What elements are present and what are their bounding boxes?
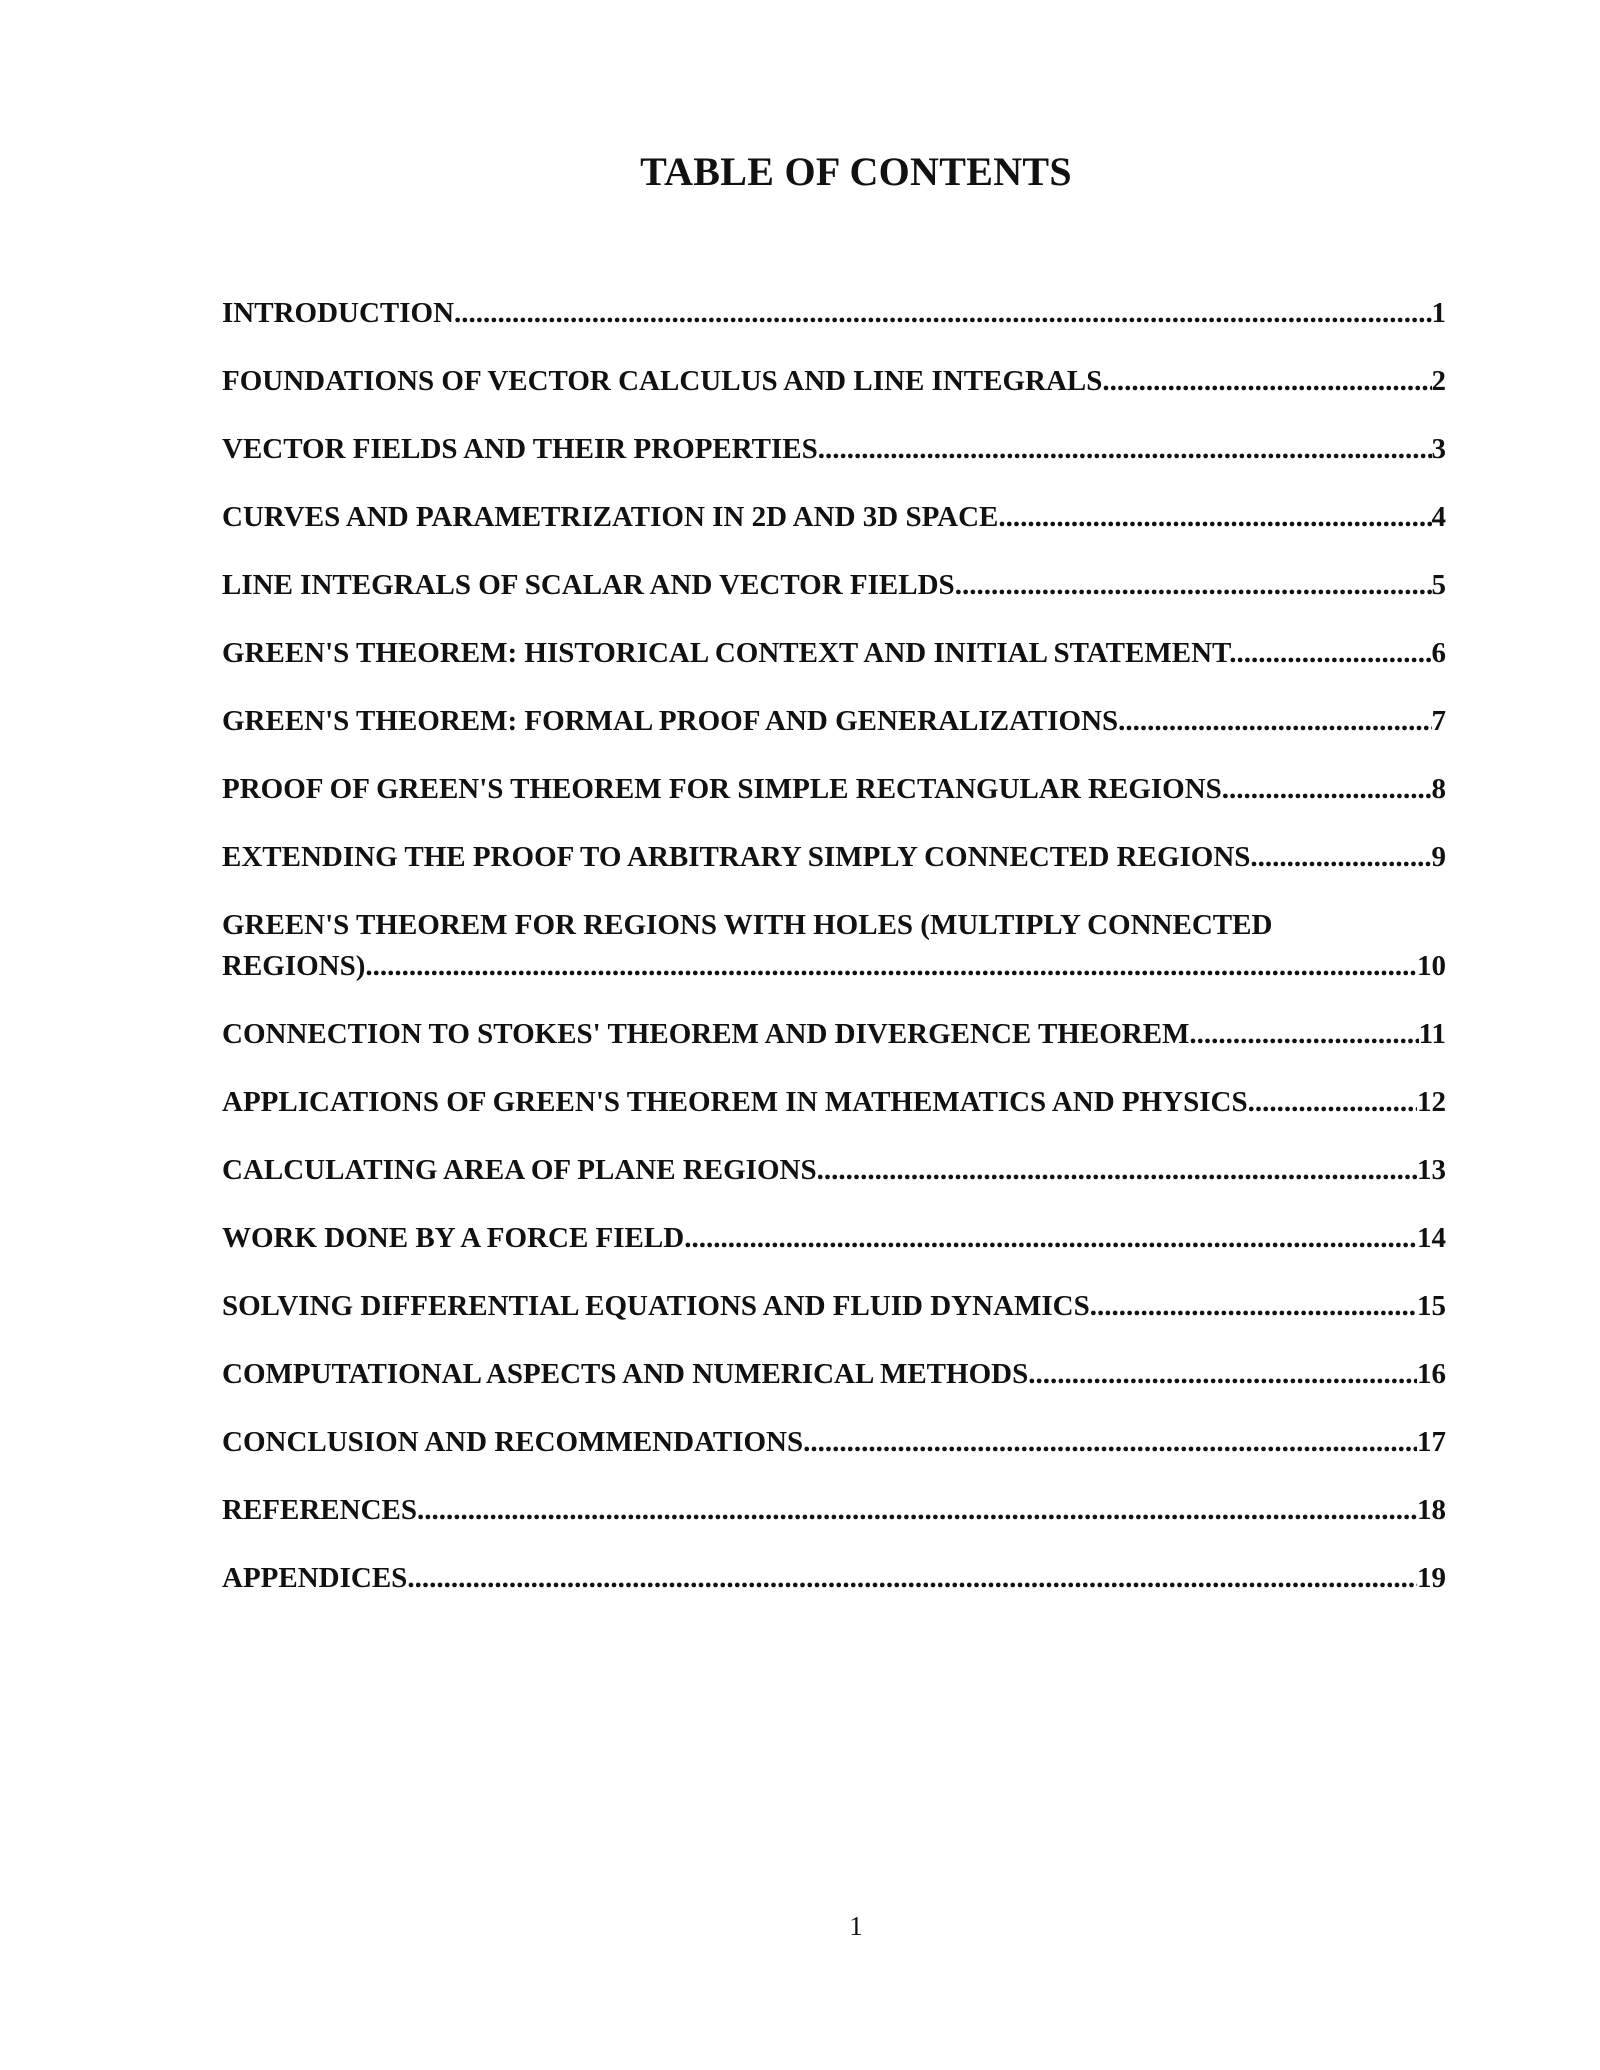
toc-entry-page: 15 bbox=[1417, 1290, 1446, 1322]
toc-entry-line-integrals[interactable] bbox=[222, 565, 1446, 606]
toc-entry-label: COMPUTATIONAL ASPECTS AND NUMERICAL METHODS bbox=[222, 1358, 1029, 1390]
toc-entry-extending-proof[interactable] bbox=[222, 837, 1446, 878]
toc-entry-page: 6 bbox=[1431, 637, 1446, 669]
toc-entry-page: 14 bbox=[1417, 1222, 1446, 1254]
toc-entry-label: CALCULATING AREA OF PLANE REGIONS bbox=[222, 1154, 817, 1186]
toc-entry-page: 12 bbox=[1417, 1086, 1446, 1118]
toc-entry-label: REFERENCES bbox=[222, 1494, 417, 1526]
toc-entry-proof-rectangular[interactable] bbox=[222, 769, 1446, 810]
toc-entry-curves[interactable] bbox=[222, 497, 1446, 538]
toc-entry-label-line1: GREEN'S THEOREM FOR REGIONS WITH HOLES (MULTIPLY CONNECTED bbox=[222, 909, 1273, 941]
toc-entry-label: SOLVING DIFFERENTIAL EQUATIONS AND FLUID DYNAMICS bbox=[222, 1290, 1090, 1322]
toc-entry-page: 9 bbox=[1431, 841, 1446, 873]
toc-entry-vector-fields[interactable] bbox=[222, 429, 1446, 470]
toc-entry-computational-aspects[interactable] bbox=[222, 1354, 1446, 1395]
toc-entry-label: GREEN'S THEOREM: HISTORICAL CONTEXT AND INITIAL STATEMENT bbox=[222, 637, 1230, 669]
page-title: TABLE OF CONTENTS bbox=[640, 149, 1072, 194]
toc-entry-applications[interactable] bbox=[222, 1082, 1446, 1123]
toc-entry-label: GREEN'S THEOREM: FORMAL PROOF AND GENERALIZATIONS bbox=[222, 705, 1119, 737]
toc-entry-page: 16 bbox=[1417, 1358, 1446, 1390]
toc-entry-page: 17 bbox=[1417, 1426, 1446, 1458]
toc-entry-label: INTRODUCTION bbox=[222, 297, 455, 329]
toc-entry-introduction[interactable] bbox=[222, 293, 1446, 334]
toc-entry-differential-equations[interactable] bbox=[222, 1286, 1446, 1327]
toc-entry-page: 2 bbox=[1431, 365, 1446, 397]
toc-entry-label: VECTOR FIELDS AND THEIR PROPERTIES bbox=[222, 433, 818, 465]
toc-entry-label: APPENDICES bbox=[222, 1562, 408, 1594]
toc-entry-page: 18 bbox=[1417, 1494, 1446, 1526]
toc-entry-regions-with-holes[interactable] bbox=[222, 905, 1446, 987]
toc-entry-appendices[interactable] bbox=[222, 1558, 1446, 1599]
toc-entry-label: CONCLUSION AND RECOMMENDATIONS bbox=[222, 1426, 804, 1458]
toc-entry-label: LINE INTEGRALS OF SCALAR AND VECTOR FIELDS bbox=[222, 569, 955, 601]
toc-entry-label: FOUNDATIONS OF VECTOR CALCULUS AND LINE INTEGRALS bbox=[222, 365, 1103, 397]
toc-entry-greens-historical[interactable] bbox=[222, 633, 1446, 674]
toc-entry-work-force-field[interactable] bbox=[222, 1218, 1446, 1259]
toc-entry-label: APPLICATIONS OF GREEN'S THEOREM IN MATHEMATICS AND PHYSICS bbox=[222, 1086, 1248, 1118]
toc-entry-page: 5 bbox=[1431, 569, 1446, 601]
toc-entry-page: 1 bbox=[1431, 297, 1446, 329]
toc-entry-page: 3 bbox=[1431, 433, 1446, 465]
toc-entry-page: 13 bbox=[1417, 1154, 1446, 1186]
toc-entry-label: WORK DONE BY A FORCE FIELD bbox=[222, 1222, 685, 1254]
toc-entry-page: 8 bbox=[1431, 773, 1446, 805]
toc-entry-area-plane-regions[interactable] bbox=[222, 1150, 1446, 1191]
toc-entry-label-line2: REGIONS) bbox=[222, 950, 366, 982]
toc-entry-label: EXTENDING THE PROOF TO ARBITRARY SIMPLY CONNECTED REGIONS bbox=[222, 841, 1251, 873]
toc-entry-references[interactable] bbox=[222, 1490, 1446, 1531]
toc-entry-page: 11 bbox=[1418, 1018, 1446, 1050]
toc-entry-label: PROOF OF GREEN'S THEOREM FOR SIMPLE RECTANGULAR REGIONS bbox=[222, 773, 1222, 805]
toc-entry-greens-formal-proof[interactable] bbox=[222, 701, 1446, 742]
toc-entry-page: 4 bbox=[1431, 501, 1446, 533]
toc-entry-label: CURVES AND PARAMETRIZATION IN 2D AND 3D SPACE bbox=[222, 501, 999, 533]
page-number: 1 bbox=[849, 1911, 863, 1941]
toc-entry-label: CONNECTION TO STOKES' THEOREM AND DIVERGENCE THEOREM bbox=[222, 1018, 1190, 1050]
toc-entry-foundations[interactable] bbox=[222, 361, 1446, 402]
toc-entry-page: 7 bbox=[1431, 705, 1446, 737]
toc-list bbox=[222, 293, 1446, 1626]
toc-entry-page: 10 bbox=[1417, 950, 1446, 982]
toc-entry-stokes-divergence[interactable] bbox=[222, 1014, 1446, 1055]
toc-entry-page: 19 bbox=[1417, 1562, 1446, 1594]
toc-entry-conclusion[interactable] bbox=[222, 1422, 1446, 1463]
